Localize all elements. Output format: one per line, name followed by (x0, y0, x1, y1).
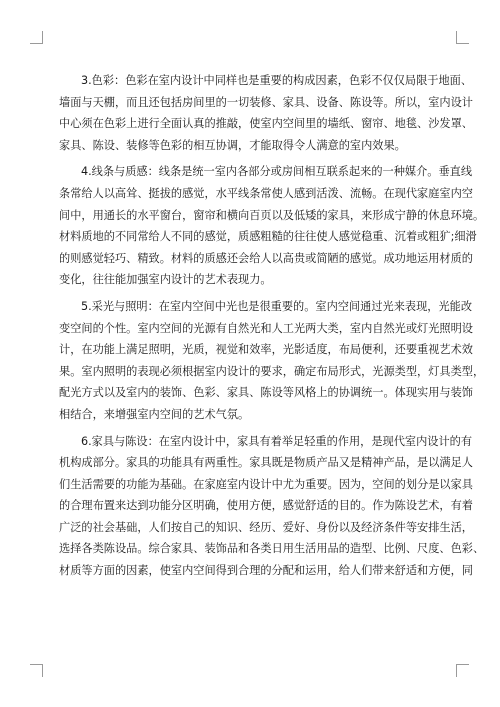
text-line: 5.采光与照明：在室内空间中光也是很重要的。室内空间通过光来表现，光能改 (81, 299, 473, 313)
text-line: 家具、陈设、装修等色彩的相互协调，才能取得令人满意的室内效果。 (59, 138, 406, 152)
text-line: 材料质地的不同常给人不同的感觉，质感粗糙的往往使人感觉稳重、沉着或粗犷;细滑 (59, 230, 477, 244)
text-line: 相结合，来增强室内空间的艺术气氛。 (59, 407, 250, 421)
crop-mark-top-right (456, 31, 469, 44)
crop-mark-top-left (30, 31, 43, 44)
text-line: 3.色彩：色彩在室内设计中同样也是重要的构成因素，色彩不仅仅局限于地面、 (81, 74, 473, 87)
document-body (59, 70, 485, 587)
text-line: 材质等方面的因素，使室内空间得到合理的分配和运用，给人们带来舒适和方便，同 (59, 564, 473, 578)
text-line: 变化，往往能加强室内设计的艺术表现力。 (59, 273, 272, 287)
crop-mark-bottom-left (30, 664, 43, 677)
text-line: 变空间的个性。室内空间的光源有自然光和人工光两大类，室内自然光或灯光照明设 (59, 321, 473, 335)
paragraph-furniture (59, 431, 485, 582)
text-line: 的则感觉轻巧、精致。材料的质感还会给人以高贵或简陋的感觉。成功地运用材质的 (59, 251, 473, 265)
text-line: 计，在功能上满足照明，光质，视觉和效率，光影适度，布局便利，还要重视艺术效 (59, 343, 473, 357)
paragraph-lighting (59, 296, 485, 426)
text-line: 果。室内照明的表现必须根据室内设计的要求，确定布局形式，光源类型，灯具类型， (59, 364, 485, 378)
text-line: 的合理布置来达到功能分区明确，使用方便，感觉舒适的目的。作为陈设艺术，有着 (59, 499, 473, 513)
paragraph-line-texture (59, 161, 485, 291)
text-line: 间中，用通长的水平窗台，窗帘和横向百页以及低矮的家具，来形成宁静的休息环境。 (59, 208, 485, 222)
text-line: 们生活需要的功能为基础。在家庭室内设计中尤为重要。因为，空间的划分是以家具 (59, 477, 473, 491)
text-line: 广泛的社会基础，人们按自己的知识、经历、爱好、身份以及经济条件等安排生活， (59, 520, 473, 534)
text-line: 选择各类陈设品。综合家具、装饰品和各类日用生活用品的造型、比例、尺度、色彩、 (59, 542, 485, 556)
text-line: 配光方式以及室内的装饰、色彩、家具、陈设等风格上的协调统一。体现实用与装饰 (59, 386, 473, 400)
text-line: 4.线条与质感：线条是统一室内各部分或房间相互联系起来的一种媒介。垂直线 (81, 165, 473, 179)
text-line: 机构成部分。家具的功能具有两重性。家具既是物质产品又是精神产品，是以满足人 (59, 456, 473, 470)
paragraph-color (59, 70, 473, 156)
text-line: 中心须在色彩上进行全面认真的推敲，使室内空间里的墙纸、窗帘、地毯、沙发罩、 (59, 117, 473, 131)
text-line: 6.家具与陈设：在室内设计中，家具有着举足轻重的作用，是现代室内设计的有 (81, 434, 473, 448)
text-line: 墙面与天棚，而且还包括房间里的一切装修、家具、设备、陈设等。所以，室内设计 (59, 95, 473, 109)
text-line: 条常给人以高耸、挺拔的感觉，水平线条常使人感到活泼、流畅。在现代家庭室内空 (59, 186, 473, 200)
crop-mark-bottom-right (456, 664, 469, 677)
